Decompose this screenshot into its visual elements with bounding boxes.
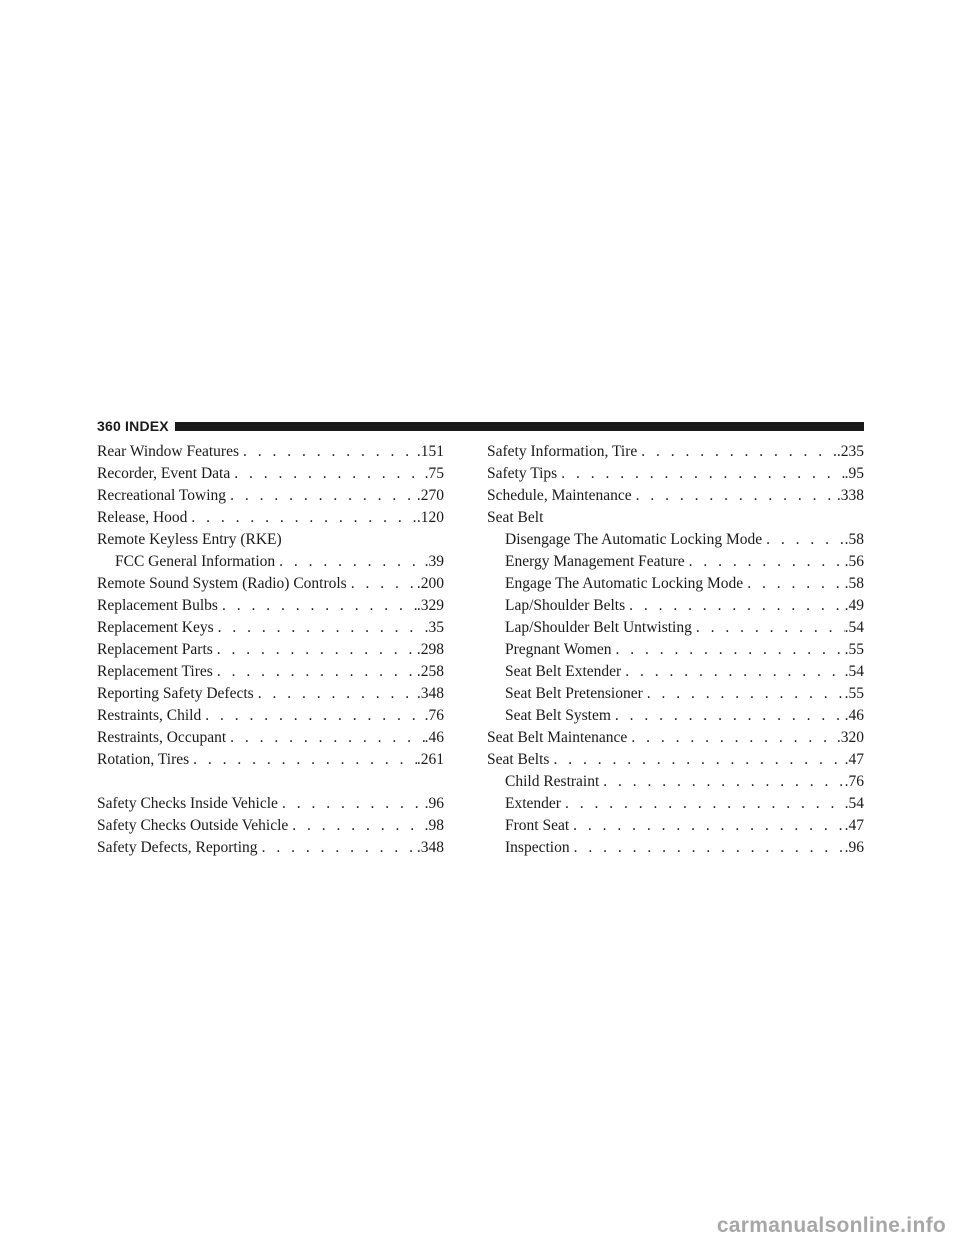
index-entry: Rotation, Tires . . . .261	[97, 749, 444, 771]
index-entry: Replacement Bulbs . . . .329	[97, 595, 444, 617]
index-column-left	[97, 441, 444, 859]
index-subentry: Seat Belt Pretensioner . . . .55	[487, 683, 864, 705]
index-entry: Reporting Safety Defects . . . .348	[97, 683, 444, 705]
index-subentry: Front Seat . . . .47	[487, 815, 864, 837]
index-entry: Safety Tips . . . .95	[487, 463, 864, 485]
index-entry: Recreational Towing . . . .270	[97, 485, 444, 507]
index-subentry: Inspection . . . .96	[487, 837, 864, 859]
index-entry: Remote Sound System (Radio) Controls . . . .200	[97, 573, 444, 595]
site-watermark: carmanualsonline.info	[716, 1214, 946, 1237]
index-subentry: Engage The Automatic Locking Mode . . . .58	[487, 573, 864, 595]
index-heading: Remote Keyless Entry (RKE)	[97, 531, 282, 548]
index-subentry: Pregnant Women . . . .55	[487, 639, 864, 661]
index-subentry: Child Restraint . . . .76	[487, 771, 864, 793]
index-subentry: Seat Belt System . . . .46	[487, 705, 864, 727]
index-subentry: Lap/Shoulder Belt Untwisting . . . .54	[487, 617, 864, 639]
header-rule	[175, 422, 864, 431]
index-subentry: Extender . . . .54	[487, 793, 864, 815]
index-subentry: Energy Management Feature . . . .56	[487, 551, 864, 573]
index-entry: Safety Information, Tire . . . .235	[487, 441, 864, 463]
index-entry: Restraints, Occupant . . . .46	[97, 727, 444, 749]
index-entry: Replacement Parts . . . .298	[97, 639, 444, 661]
index-entry: Recorder, Event Data . . . .75	[97, 463, 444, 485]
index-entry: Schedule, Maintenance . . . .338	[487, 485, 864, 507]
index-entry: Safety Checks Inside Vehicle . . . .96	[97, 793, 444, 815]
index-column-right	[487, 441, 864, 859]
index-subentry: Lap/Shoulder Belts . . . .49	[487, 595, 864, 617]
index-entry: Rear Window Features . . . .151	[97, 441, 444, 463]
page-number-label: 360 INDEX	[97, 418, 169, 434]
section-gap	[97, 771, 444, 793]
index-entry: Seat Belts . . . .47	[487, 749, 864, 771]
index-entry: Replacement Keys . . . .35	[97, 617, 444, 639]
index-entry: Replacement Tires . . . .258	[97, 661, 444, 683]
index-entry: Release, Hood . . . .120	[97, 507, 444, 529]
page-header	[97, 416, 864, 436]
index-entry: Restraints, Child . . . .76	[97, 705, 444, 727]
index-entry: Safety Checks Outside Vehicle . . . .98	[97, 815, 444, 837]
index-subentry: Disengage The Automatic Locking Mode . . . .58	[487, 529, 864, 551]
index-entry: Seat Belt Maintenance . . . .320	[487, 727, 864, 749]
index-subentry: FCC General Information . . . .39	[97, 551, 444, 573]
index-heading: Seat Belt	[487, 509, 544, 526]
index-entry: Safety Defects, Reporting . . . .348	[97, 837, 444, 859]
index-subentry: Seat Belt Extender . . . .54	[487, 661, 864, 683]
